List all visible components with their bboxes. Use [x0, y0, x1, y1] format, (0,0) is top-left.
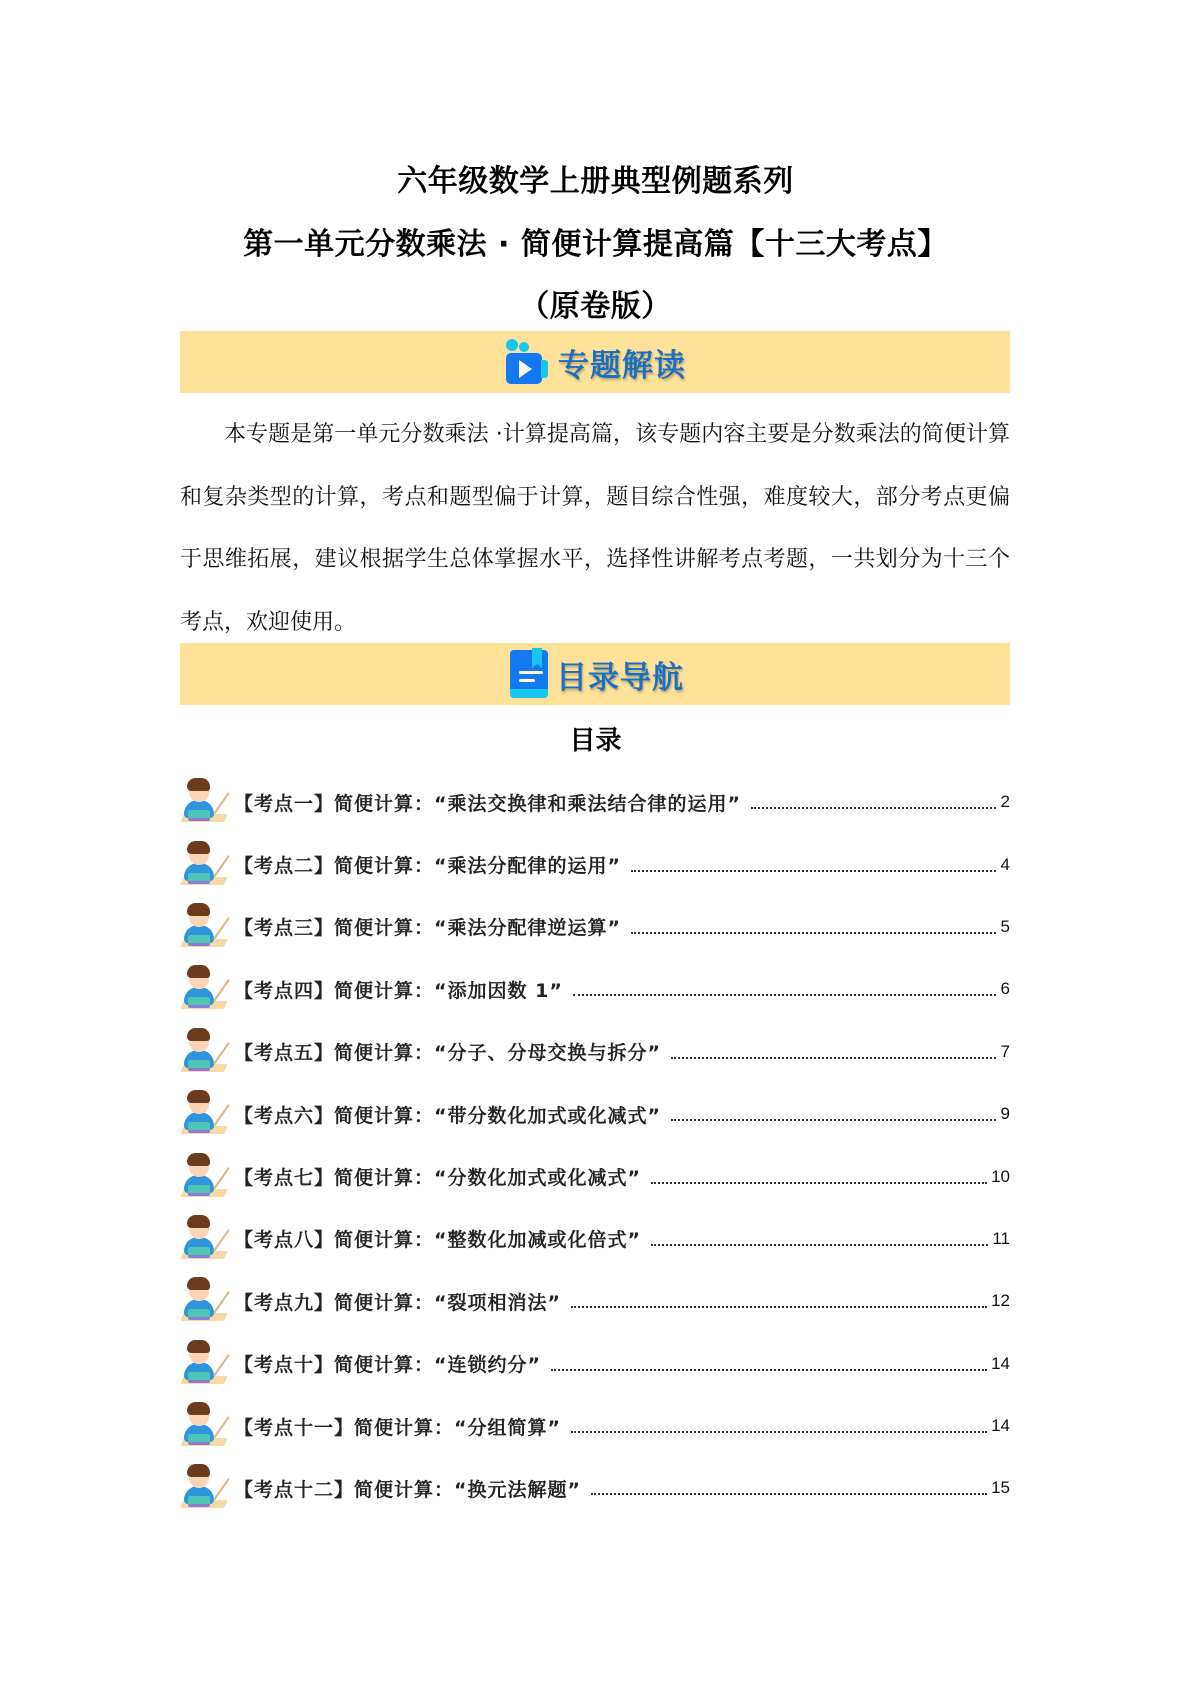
- toc-entry-link[interactable]: [180, 1462, 1010, 1514]
- toc-entry[interactable]: [180, 1083, 1010, 1145]
- toc-entry-label: 【考点二】简便计算：“乘法分配律的运用”: [234, 855, 621, 878]
- toc-dot-leader: [751, 795, 996, 809]
- teacher-avatar-icon: [180, 1088, 230, 1140]
- toc-entry[interactable]: [180, 833, 1010, 895]
- toc-page-number: 14: [991, 1353, 1010, 1373]
- toc-entry-link[interactable]: [180, 1088, 1010, 1140]
- toc-page-number: 2: [1000, 792, 1010, 812]
- toc-entry-link[interactable]: [180, 1400, 1010, 1452]
- toc-page-number: 9: [1000, 1104, 1010, 1124]
- toc-heading: 目录: [569, 726, 622, 756]
- toc-entry[interactable]: [180, 771, 1010, 833]
- toc-entry-link[interactable]: [180, 776, 1010, 828]
- teacher-avatar-icon: [180, 963, 230, 1015]
- toc-entry-label: 【考点七】简便计算：“分数化加式或化减式”: [234, 1167, 641, 1190]
- book-icon: [506, 648, 552, 700]
- toc-dot-leader: [671, 1107, 996, 1121]
- toc-navigation-heading: 目录导航: [556, 659, 684, 696]
- document-version-label: （原卷版）: [519, 289, 672, 324]
- teacher-avatar-icon: [180, 1151, 230, 1203]
- toc-entry-link[interactable]: [180, 963, 1010, 1015]
- toc-dot-leader: [571, 1294, 987, 1308]
- toc-entry[interactable]: [180, 1208, 1010, 1270]
- toc-entry-label: 【考点十二】简便计算：“换元法解题”: [234, 1478, 581, 1501]
- toc-entry-link[interactable]: [180, 1213, 1010, 1265]
- toc-entry[interactable]: [180, 1395, 1010, 1457]
- toc-page-number: 5: [1000, 916, 1010, 936]
- toc-entry-link[interactable]: [180, 1026, 1010, 1078]
- document-series-title: 六年级数学上册典型例题系列: [397, 164, 794, 199]
- toc-page-number: 15: [991, 1478, 1010, 1498]
- table-of-contents: [180, 771, 1010, 1520]
- toc-page-number: 7: [1000, 1041, 1010, 1061]
- toc-entry-label: 【考点一】简便计算：“乘法交换律和乘法结合律的运用”: [234, 792, 741, 815]
- toc-entry[interactable]: [180, 1333, 1010, 1395]
- toc-page-number: 10: [991, 1166, 1010, 1186]
- toc-entry-link[interactable]: [180, 1151, 1010, 1203]
- toc-entry-link[interactable]: [180, 839, 1010, 891]
- teacher-avatar-icon: [180, 1275, 230, 1327]
- toc-dot-leader: [631, 858, 996, 872]
- toc-entry-link[interactable]: [180, 1275, 1010, 1327]
- toc-page-number: 11: [992, 1228, 1010, 1248]
- toc-entry[interactable]: [180, 1021, 1010, 1083]
- document-unit-title: 第一单元分数乘法 · 简便计算提高篇【十三大考点】: [243, 227, 948, 262]
- toc-entry-label: 【考点九】简便计算：“裂项相消法”: [234, 1291, 561, 1314]
- toc-page-number: 14: [991, 1416, 1010, 1436]
- teacher-avatar-icon: [180, 776, 230, 828]
- toc-entry[interactable]: [180, 1145, 1010, 1207]
- teacher-avatar-icon: [180, 1026, 230, 1078]
- teacher-avatar-icon: [180, 901, 230, 953]
- teacher-avatar-icon: [180, 1213, 230, 1265]
- toc-entry-link[interactable]: [180, 1338, 1010, 1390]
- teacher-avatar-icon: [180, 1338, 230, 1390]
- toc-entry-link[interactable]: [180, 901, 1010, 953]
- toc-entry-label: 【考点十一】简便计算：“分组简算”: [234, 1416, 561, 1439]
- toc-entry[interactable]: [180, 1270, 1010, 1332]
- toc-dot-leader: [651, 1232, 988, 1246]
- toc-dot-leader: [551, 1357, 987, 1371]
- toc-entry-label: 【考点十】简便计算：“连锁约分”: [234, 1354, 541, 1377]
- toc-page-number: 4: [1000, 854, 1010, 874]
- toc-entry-label: 【考点五】简便计算：“分子、分母交换与拆分”: [234, 1042, 661, 1065]
- toc-page-number: 6: [1000, 979, 1010, 999]
- toc-dot-leader: [571, 1419, 987, 1433]
- toc-dot-leader: [631, 920, 996, 934]
- teacher-avatar-icon: [180, 839, 230, 891]
- toc-dot-leader: [573, 982, 996, 996]
- topic-interpretation-banner: [180, 331, 1010, 393]
- toc-entry-label: 【考点八】简便计算：“整数化加减或化倍式”: [234, 1229, 641, 1252]
- teacher-avatar-icon: [180, 1462, 230, 1514]
- topic-intro-paragraph: 本专题是第一单元分数乘法 ·计算提高篇，该专题内容主要是分数乘法的简便计算和复杂类型的计算，考点和题型偏于计算，题目综合性强，难度较大，部分考点更偏于思维拓展，建议根据学生总体掌握水平，选择性讲解考点考题，一共划分为十三个考点，欢迎使用。: [180, 422, 1010, 635]
- toc-entry-label: 【考点四】简便计算：“添加因数 1”: [234, 979, 563, 1002]
- toc-page-number: 12: [991, 1291, 1010, 1311]
- topic-interpretation-heading: 专题解读: [558, 347, 686, 384]
- toc-entry[interactable]: [180, 1457, 1010, 1519]
- toc-entry[interactable]: [180, 896, 1010, 958]
- video-play-icon: [504, 339, 554, 385]
- toc-entry-label: 【考点六】简便计算：“带分数化加式或化减式”: [234, 1104, 661, 1127]
- toc-dot-leader: [671, 1045, 996, 1059]
- toc-navigation-banner: [180, 643, 1010, 705]
- toc-dot-leader: [591, 1481, 987, 1495]
- toc-entry[interactable]: [180, 958, 1010, 1020]
- toc-entry-label: 【考点三】简便计算：“乘法分配律逆运算”: [234, 917, 621, 940]
- toc-dot-leader: [651, 1170, 987, 1184]
- teacher-avatar-icon: [180, 1400, 230, 1452]
